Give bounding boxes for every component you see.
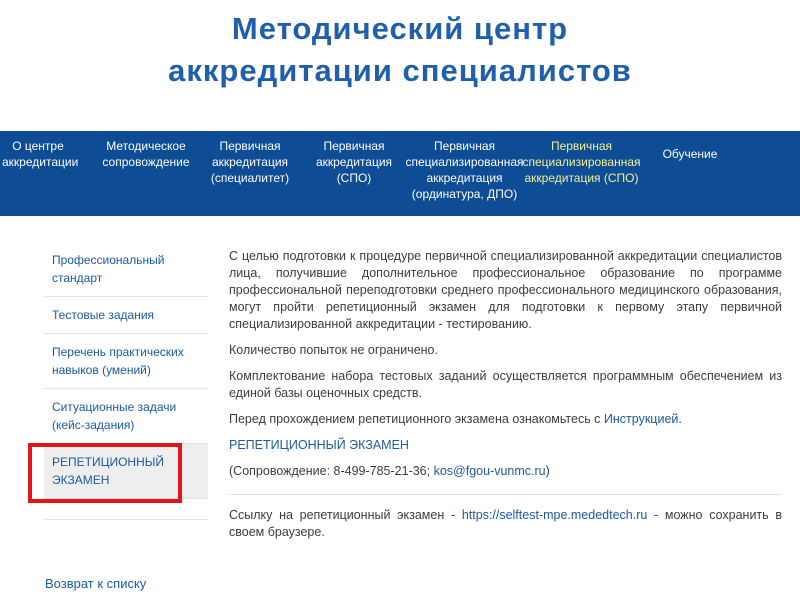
composition-paragraph: Комплектование набора тестовых заданий осуществляется программным обеспечением из единой базы оценочных средств. — [229, 369, 782, 400]
nav-item-primary-spo[interactable] — [309, 138, 399, 186]
exam-link-paragraph — [229, 507, 782, 541]
content-divider — [229, 494, 782, 495]
sidebar-item-label: стандарт — [52, 271, 103, 285]
exam-url-link[interactable]: https://selftest-mpe.mededtech.ru — [461, 508, 648, 522]
sidebar-item-label: (кейс-задания) — [52, 418, 135, 432]
nav-item-label: Методическое — [106, 139, 186, 153]
support-email-link[interactable]: kos@fgou-vunmc.ru — [433, 464, 546, 478]
nav-item-label: аккредитация — [211, 155, 289, 169]
nav-item-label: Первичная — [323, 139, 385, 153]
sidebar-item-label: Ситуационные задачи — [52, 400, 177, 414]
intro-paragraph: С целью подготовки к процедуре первичной специализированной аккредитации специалистов лица, получившие дополнительное профессиональное образование по программе профессиональной переподготовки среднего профессионального медицинского образования, могут пройти репетиционный экзамен для подготовки к первому этапу первичной специализированной аккредитации - тестированию. — [229, 249, 782, 331]
back-to-list-link[interactable]: Возврат к списку — [45, 576, 147, 591]
sidebar-item-label: РЕПЕТИЦИОННЫЙ — [52, 455, 165, 469]
nav-item-label: сопровождение — [102, 155, 190, 169]
attempts-paragraph: Количество попыток не ограничено. — [229, 343, 438, 357]
sidebar-item-professional-standard[interactable] — [44, 242, 208, 297]
nav-item-label: аккредитация — [426, 171, 503, 185]
nav-item-label: (ординатура, ДПО) — [411, 187, 518, 201]
nav-item-label: О центре — [12, 139, 64, 153]
support-paragraph — [229, 463, 782, 480]
page-title-line2: аккредитации специалистов — [168, 53, 632, 88]
nav-item-about[interactable] — [2, 138, 79, 170]
exam-link-suffix: - можно сохранить в своем браузере. — [229, 508, 783, 539]
nav-item-specialized-spo[interactable] — [519, 138, 644, 186]
nav-item-label: Первичная — [550, 139, 613, 153]
instruction-suffix: . — [678, 412, 682, 426]
main-nav — [0, 131, 800, 216]
sidebar-item-case-tasks[interactable] — [44, 389, 208, 444]
exam-heading-link[interactable]: РЕПЕТИЦИОННЫЙ ЭКЗАМЕН — [229, 438, 409, 452]
sidebar-item-label: Тестовые задания — [52, 308, 155, 322]
nav-item-training[interactable] — [655, 146, 725, 162]
page-title — [0, 8, 800, 92]
instruction-paragraph — [229, 411, 782, 428]
support-suffix: ) — [545, 464, 550, 478]
support-prefix: (Сопровождение: 8-499-785-21-36; — [229, 464, 434, 478]
nav-item-label: специализированная — [522, 155, 641, 169]
nav-item-label: Обучение — [662, 147, 718, 161]
nav-item-label: Первичная — [433, 139, 496, 153]
instruction-link[interactable]: Инструкцией — [603, 412, 679, 426]
nav-item-methodical-support[interactable] — [98, 138, 194, 170]
nav-item-primary-specialist[interactable] — [205, 138, 295, 186]
sidebar-item-test-tasks[interactable] — [44, 297, 208, 334]
exam-link-prefix: Ссылку на репетиционный экзамен - — [229, 508, 462, 522]
nav-item-specialized-residency[interactable] — [402, 138, 527, 202]
main-content — [229, 248, 782, 550]
nav-item-label: аккредитация — [315, 155, 393, 169]
sidebar-item-label: Перечень практических — [52, 345, 184, 359]
nav-item-label: аккредитации — [2, 155, 79, 169]
instruction-prefix: Перед прохождением репетиционного экзамена ознакомьтесь с — [229, 412, 604, 426]
highlight-box — [28, 443, 182, 503]
nav-item-label: аккредитация (СПО) — [524, 171, 639, 185]
nav-item-label: специализированная — [405, 155, 524, 169]
sidebar-item-label: Профессиональный — [52, 253, 165, 267]
nav-item-label: (специалитет) — [210, 171, 290, 185]
sidebar-item-label: ЭКЗАМЕН — [52, 473, 110, 487]
sidebar-item-label: навыков (умений) — [52, 363, 151, 377]
nav-item-label: Первичная — [219, 139, 281, 153]
nav-item-label: (СПО) — [336, 171, 372, 185]
sidebar-item-practical-skills[interactable] — [44, 334, 208, 389]
page-title-line1: Методический центр — [231, 11, 569, 46]
